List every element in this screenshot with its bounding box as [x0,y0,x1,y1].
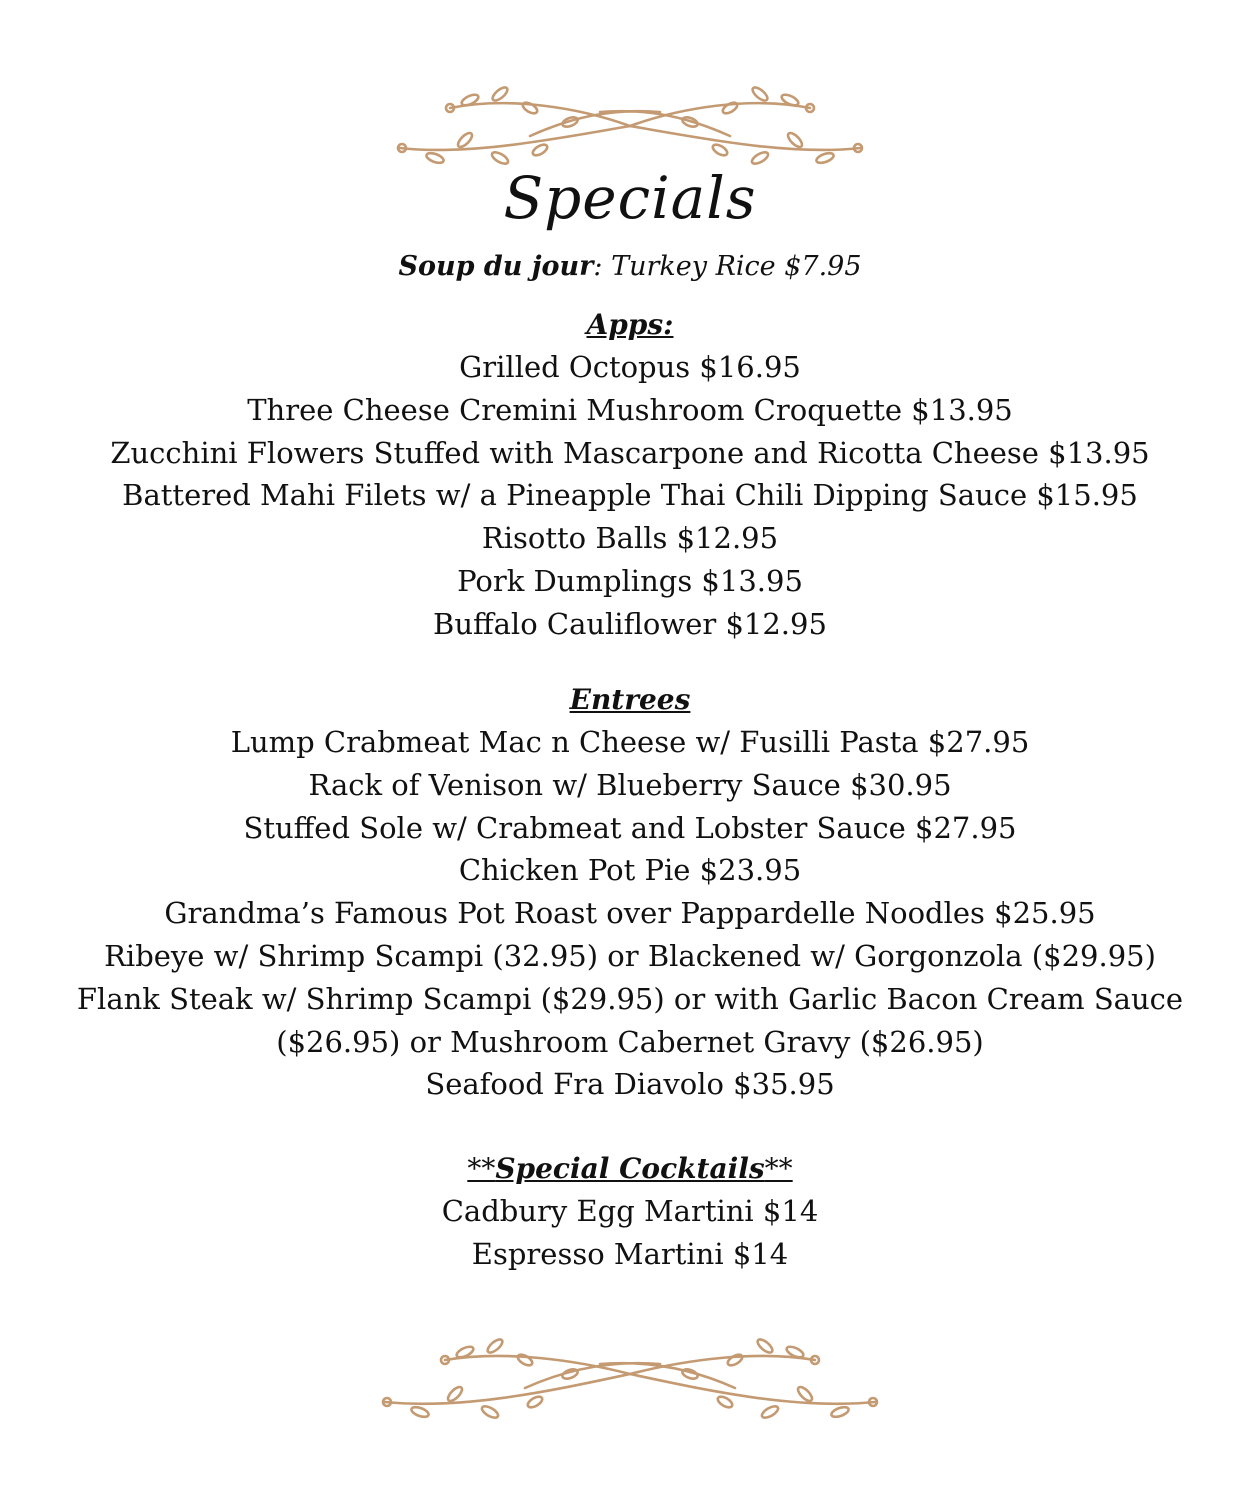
menu-item: Lump Crabmeat Mac n Cheese w/ Fusilli Pasta $27.95 [230,725,1030,759]
menu-item: Zucchini Flowers Stuffed with Mascarpone and Ricotta Cheese $13.95 [110,435,1150,470]
cocktails-section [0,1148,1260,1276]
menu-item: Cadbury Egg Martini $14 [441,1194,819,1228]
cocktails-list [0,1190,1260,1276]
menu-item: Stuffed Sole w/ Crabmeat and Lobster Sauce $27.95 [243,810,1017,845]
menu-item: Grandma’s Famous Pot Roast over Pappardelle Noodles $25.95 [164,896,1096,931]
menu-item: Chicken Pot Pie $23.95 [458,853,802,888]
cocktails-heading [0,1148,1260,1190]
soup-value: : Turkey Rice $7.95 [593,251,862,282]
entrees-list [0,721,1260,1106]
heading-prefix: ** [467,1152,496,1185]
menu-title: Specials [503,164,757,232]
soup-du-jour [0,246,1260,288]
menu-item: ($26.95) or Mushroom Cabernet Gravy ($26.95) [276,1024,984,1059]
menu-item: Ribeye w/ Shrimp Scampi (32.95) or Blackened w/ Gorgonzola ($29.95) [104,938,1156,973]
soup-label: Soup du jour [398,251,594,282]
menu-item: Battered Mahi Filets w/ a Pineapple Thai Chili Dipping Sauce $15.95 [122,478,1138,513]
cocktails-heading-text: Special Cocktails [495,1152,765,1185]
menu-item: Buffalo Cauliflower $12.95 [433,606,827,641]
heading-suffix: ** [764,1152,793,1185]
menu-item: Grilled Octopus $16.95 [459,350,801,384]
entrees-section [0,679,1260,1106]
menu-item: Pork Dumplings $13.95 [457,563,803,598]
menu-item: Risotto Balls $12.95 [481,521,779,556]
menu-item: Three Cheese Cremini Mushroom Croquette $13.95 [247,392,1013,427]
apps-list [0,346,1260,646]
menu-item: Seafood Fra Diavolo $35.95 [425,1067,835,1102]
entrees-heading: Entrees [569,683,691,716]
menu-item: Espresso Martini $14 [471,1236,789,1271]
menu-item: Flank Steak w/ Shrimp Scampi ($29.95) or with Garlic Bacon Cream Sauce [76,981,1184,1016]
floral-vine-divider-icon [375,1330,885,1440]
apps-section [0,304,1260,646]
apps-heading: Apps: [586,308,674,341]
menu-item: Rack of Venison w/ Blueberry Sauce $30.95 [308,767,952,802]
